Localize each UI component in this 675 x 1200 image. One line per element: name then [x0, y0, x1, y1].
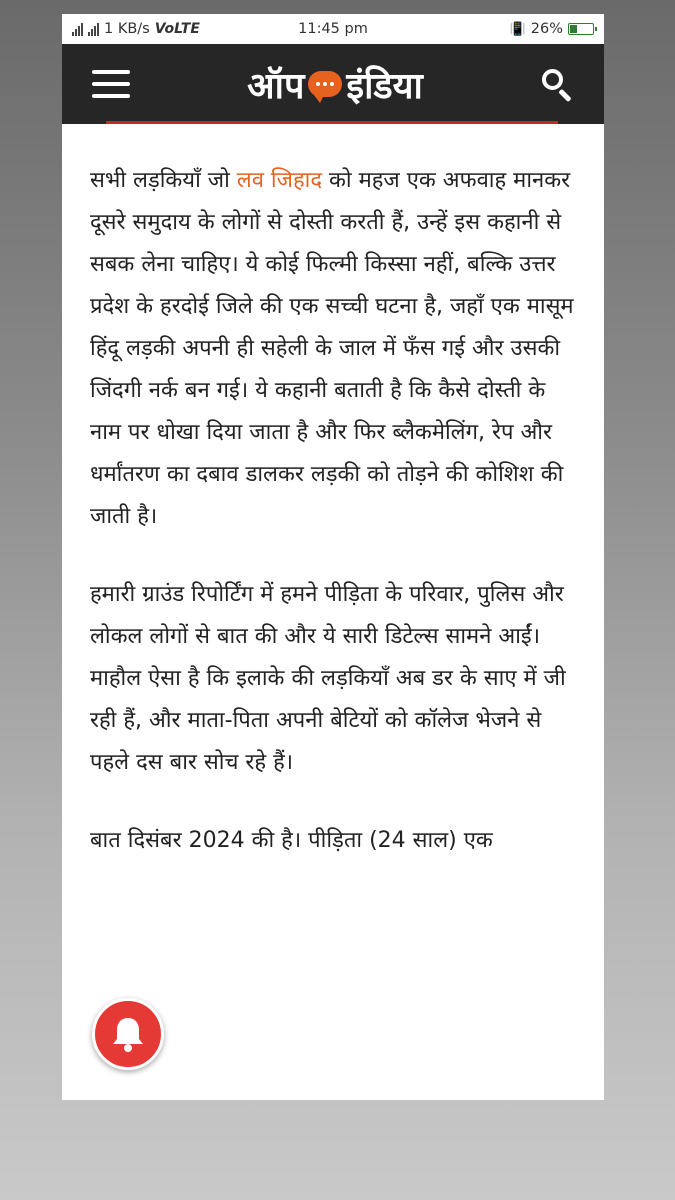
- article-paragraph-3: बात दिसंबर 2024 की है। पीड़िता (24 साल) एक: [90, 828, 493, 853]
- status-right: [420, 21, 594, 37]
- vibrate-icon: 📳: [509, 21, 526, 37]
- search-icon[interactable]: [540, 67, 574, 101]
- love-jihad-link[interactable]: लव जिहाद: [236, 168, 323, 193]
- article-paragraph-1: [90, 160, 578, 538]
- article-body: [62, 124, 604, 862]
- battery-percent: 26%: [530, 21, 563, 37]
- clock: 11:45 pm: [298, 21, 368, 37]
- signal-icon: [72, 22, 83, 36]
- site-logo[interactable]: [247, 60, 423, 109]
- site-header: [62, 44, 604, 124]
- battery-icon: [568, 23, 594, 35]
- paragraph-text: को महज एक अफवाह मानकर दूसरे समुदाय के लोगों से दोस्ती करती हैं, उन्हें इस कहानी से सबक लेना चाहिए। ये कोई फिल्मी किस्सा नहीं, बल्कि उत्तर प्रदेश के हरदोई जिले की एक सच्ची घटना है, जहाँ एक मासूम हिंदू लड़की अपनी ही सहेली के जाल में फँस गई और उसकी जिंदगी नर्क बन गई। ये कहानी बताती है कि कैसे दोस्ती के नाम पर धोखा दिया जाता है और फिर ब्लैकमेलिंग, रेप और धर्मांतरण का दबाव डालकर लड़की को तोड़ने की कोशिश की जाती है।: [90, 168, 574, 529]
- article-paragraph-2: हमारी ग्राउंड रिपोर्टिंग में हमने पीड़िता के परिवार, पुलिस और लोकल लोगों से बात की और ये सारी डिटेल्स सामने आईं। माहौल ऐसा है कि इलाके की लड़कियाँ अब डर के साए में जी रही हैं, और माता-पिता अपनी बेटियों को कॉलेज भेजने से पहले दस बार सोच रहे हैं।: [90, 582, 566, 775]
- paragraph-text: सभी लड़कियाँ जो: [90, 168, 237, 193]
- volte-label: VoLTE: [154, 21, 200, 37]
- logo-text-left: ऑप: [247, 65, 305, 107]
- status-bar: [62, 14, 604, 44]
- status-left: [72, 21, 246, 37]
- chat-bubble-icon: [308, 71, 342, 97]
- notification-bell-icon[interactable]: [92, 998, 164, 1070]
- network-speed: 1 KB/s: [104, 21, 150, 37]
- signal-4g-icon: [88, 22, 99, 36]
- phone-screen: [62, 14, 604, 1100]
- logo-text-right: इंडिया: [346, 65, 423, 107]
- hamburger-menu-icon[interactable]: [92, 70, 130, 98]
